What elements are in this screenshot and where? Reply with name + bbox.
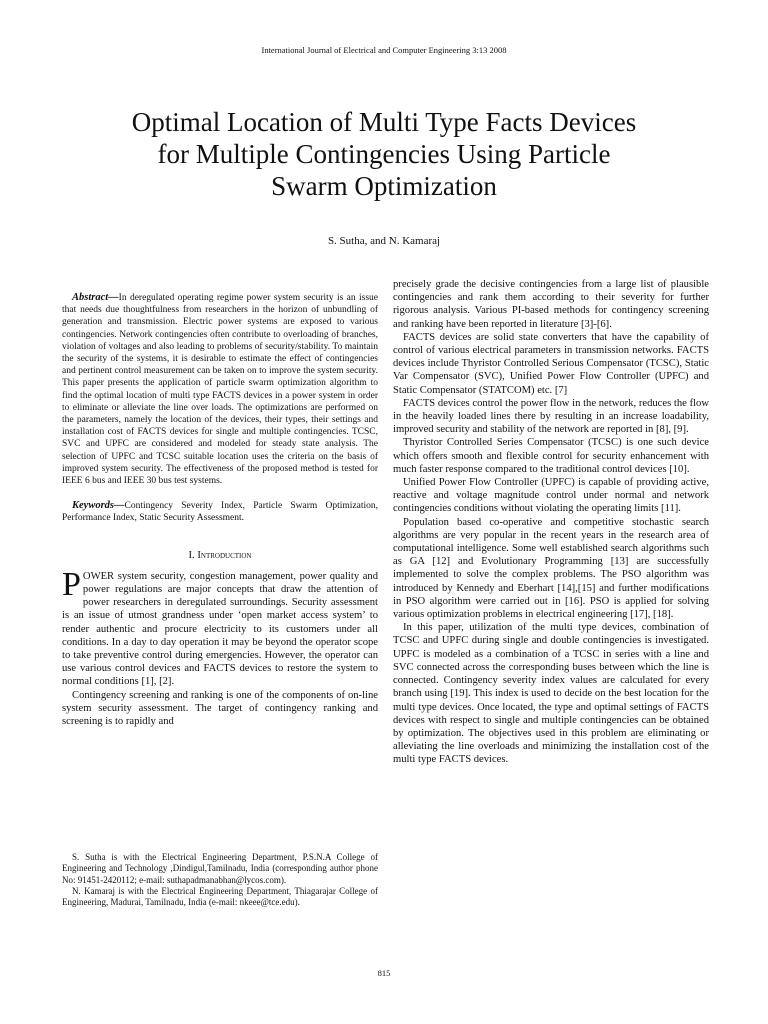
footnote: S. Sutha is with the Electrical Engineering Department, P.S.N.A College of Engineering and Technology ,Dindigul,Tamilnadu, India (corresponding author phone No: 91451-2420112; e-mail: suthapadmanabhan@lycos.com).	[62, 852, 378, 885]
body-paragraph: Unified Power Flow Controller (UPFC) is capable of providing active, reactive and voltage magnitude control under normal and network contingencies conditions without violating the operating limits [11].	[393, 477, 709, 515]
intro-text: OWER system security, congestion management, power quality and power regulations are major concepts that draw the attention of power researchers in deregulated surroundings. Security assessment is an issue of utmost grandness under ‘open market access system’ to render authentic and procure electricity to its customers under all conditions. In a day to day operation it may be beyond the operator scope to take preventive control during emergencies. However, the operator can use various control devices and FACTS devices to restore the system to normal conditions [1], [2].	[62, 570, 378, 688]
intro-paragraph-1	[62, 565, 378, 689]
body-paragraph: Thyristor Controlled Series Compensator (TCSC) is one such device which offers smooth and flexible control for security enhancement with much faster response compared to the traditional control devices [10].	[393, 437, 709, 475]
body-paragraph: In this paper, utilization of the multi type devices, combination of TCSC and UPFC during single and double contingencies is investigated. UPFC is modeled as a combination of a TCSC in series with a line and SVC connected across the corresponding buses between which the line is connected. Contingency severity index values are calculated for every branch using [19]. This index is used to decide on the best location for the multi type devices. Once located, the type and optimal settings of FACTS devices with respect to single and multiple contingencies can be obtained by optimization. The objectives used in this problem are eliminating or alleviating the line overloads and minimizing the installation cost of the multi type FACTS devices.	[393, 622, 709, 766]
section-title: Introduction	[197, 549, 252, 561]
paper-title	[60, 106, 708, 202]
footnotes	[62, 852, 378, 908]
section-heading-introduction	[62, 549, 378, 562]
journal-header: International Journal of Electrical and Computer Engineering 3:13 2008	[261, 45, 507, 55]
abstract-dash: —	[108, 292, 119, 303]
intro-paragraph-2: Contingency screening and ranking is one of the components of on-line system security assessment. The target of contingency ranking and screening is to rapidly and	[62, 689, 378, 728]
body-paragraph: FACTS devices are solid state converters that have the capability of control of various electrical parameters in transmission networks. FACTS devices include Thyristor Controlled Serious Compensator (TCSC), Static Var Compensator (SVC), Unified Power Flow Controller (UPFC) and Static Compensator (STATCOM) etc. [7]	[393, 331, 709, 396]
right-column	[393, 278, 709, 767]
title-line: Optimal Location of Multi Type Facts Devices	[131, 107, 637, 137]
abstract-text: In deregulated operating regime power system security is an issue that needs due thoughtfulness from researchers in the horizon of unbundling of generation and transmission. Electric power systems are exposed to various contingencies. Network contingencies often contribute to overloading of branches, violation of voltages and also leading to problems of security/stability. To maintain the security of the systems, it is desirable to estimate the effect of contingencies and pertinent control measurement can be taken on to improve the system security. This paper presents the application of particle swarm optimization algorithm to find the optimal location of multi type FACTS devices in a power system in order to eliminate or alleviate the line over loads. The optimizations are performed on the parameters, namely the location of the devices, their types, their settings and installation cost of FACTS devices for single and multiple contingencies. TCSC, SVC and UPFC are considered and modeled for steady state analysis. The selection of UPFC and TCSC suitable location uses the criteria on the basis of improved system security. The effectiveness of the proposed method is tested for IEEE 6 bus and IEEE 30 bus test systems.	[62, 293, 378, 487]
keywords-text: Contingency Severity Index, Particle Swarm Optimization, Performance Index, Static Security Assessment.	[62, 501, 378, 524]
section-number: I.	[188, 549, 195, 561]
title-line: Swarm Optimization	[271, 171, 497, 201]
keywords-dash: —	[114, 500, 125, 512]
authors: S. Sutha, and N. Kamaraj	[327, 235, 441, 247]
keywords	[62, 500, 378, 524]
title-line: for Multiple Contingencies Using Particle	[157, 139, 611, 169]
body-paragraph: Population based co-operative and competitive stochastic search algorithms are very popular in the recent years in the research area of computational intelligence. Some well established search algorithms such as GA [12] and Evolutionary Programming [13] are successfully implemented to solve the complex problems. The PSO algorithm was introduced by Kennedy and Eberhart [14],[15] and further modifications in PSO algorithm were carried out in [16]. PSO is applied for solving various optimization problems in electrical engineering [17], [18].	[393, 516, 709, 621]
body-paragraph: FACTS devices control the power flow in the network, reduces the flow in the heavily loaded lines there by resulting in an increase loadability, improved security and stability of the network are reported in [8], [9].	[393, 397, 709, 436]
keywords-label: Keywords	[72, 500, 114, 512]
abstract-label: Abstract	[72, 292, 109, 303]
left-column	[62, 292, 378, 728]
page-number: 815	[377, 968, 391, 978]
footnote: N. Kamaraj is with the Electrical Engineering Department, Thiagarajar College of Engineering, Madurai, Tamilnadu, India (e-mail: nkeee@tce.edu).	[62, 885, 378, 908]
abstract	[62, 292, 378, 487]
body-paragraph: precisely grade the decisive contingencies from a large list of plausible contingencies and rank them according to their severity for further rigorous analysis. Various PI-based methods for contingency screening and ranking have been reported in literature [3]-[6].	[393, 279, 709, 330]
drop-cap: P	[62, 565, 81, 603]
